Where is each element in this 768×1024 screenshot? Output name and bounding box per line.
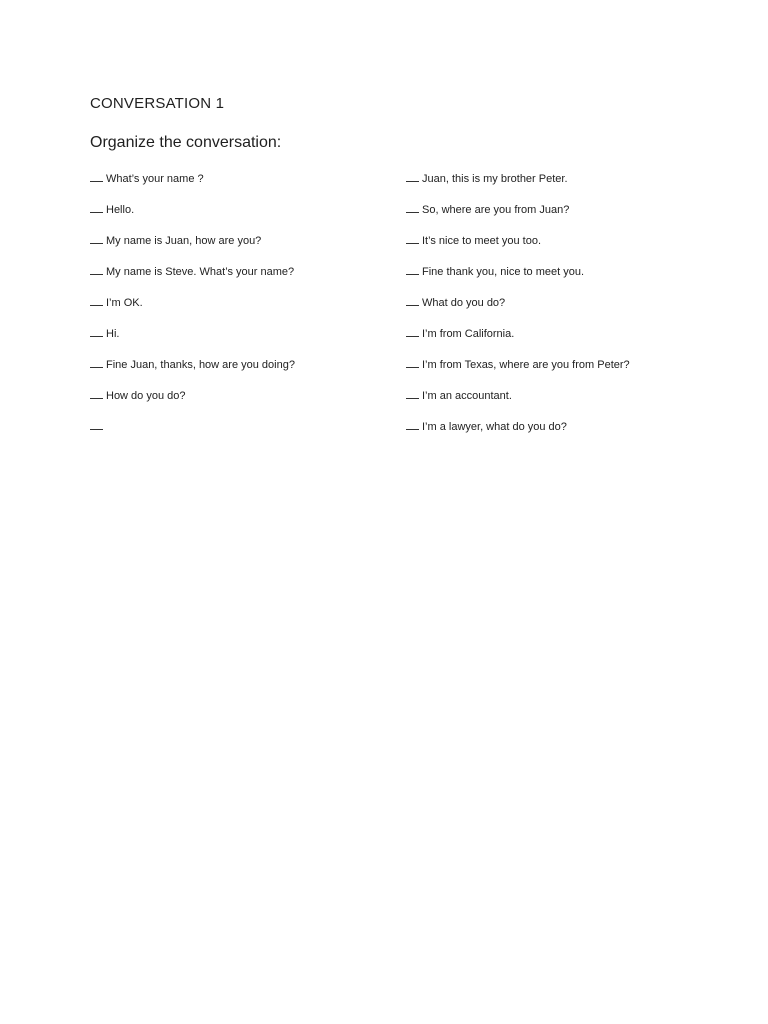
- sentence-text: What do you do?: [422, 297, 506, 309]
- right-sentence-list: [406, 171, 736, 450]
- sentence-text: Fine thank you, nice to meet you.: [422, 266, 585, 278]
- list-item: [406, 171, 736, 202]
- sentence-text: Hi.: [106, 328, 120, 340]
- sentence-text: Hello.: [106, 204, 135, 216]
- list-item: [90, 326, 390, 357]
- list-item: [90, 388, 390, 419]
- sentence-text: It’s nice to meet you too.: [422, 235, 542, 247]
- list-item: [90, 264, 390, 295]
- left-sentence-list: [90, 171, 390, 450]
- list-item: [406, 295, 736, 326]
- sentence-text: How do you do?: [106, 390, 186, 402]
- answer-blank: [90, 202, 103, 213]
- answer-blank: [406, 419, 419, 430]
- list-item: [406, 419, 736, 450]
- sentence-text: Juan, this is my brother Peter.: [422, 173, 568, 185]
- answer-blank: [90, 233, 103, 244]
- answer-blank: [90, 264, 103, 275]
- list-item: [90, 357, 390, 388]
- answer-blank: [90, 419, 103, 430]
- sentence-text: I’m OK.: [106, 297, 143, 309]
- answer-blank: [90, 357, 103, 368]
- page-title: CONVERSATION 1: [90, 95, 225, 112]
- list-item: [406, 388, 736, 419]
- answer-blank: [90, 326, 103, 337]
- list-item: [90, 295, 390, 326]
- answer-blank: [90, 171, 103, 182]
- list-item: [90, 202, 390, 233]
- answer-blank: [90, 388, 103, 399]
- list-item: [406, 202, 736, 233]
- answer-blank: [406, 295, 419, 306]
- sentence-text: My name is Steve. What’s your name?: [106, 266, 295, 278]
- list-item: [406, 326, 736, 357]
- list-item: [406, 264, 736, 295]
- sentence-text: What’s your name ?: [106, 173, 204, 185]
- sentence-text: My name is Juan, how are you?: [106, 235, 262, 247]
- sentence-text: I’m a lawyer, what do you do?: [422, 421, 567, 433]
- answer-blank: [90, 295, 103, 306]
- sentence-text: So, where are you from Juan?: [422, 204, 570, 216]
- list-item: [406, 233, 736, 264]
- list-item: [90, 419, 390, 450]
- answer-blank: [406, 326, 419, 337]
- list-item: [90, 171, 390, 202]
- answer-blank: [406, 202, 419, 213]
- instruction-heading: Organize the conversation:: [90, 134, 282, 151]
- answer-blank: [406, 357, 419, 368]
- answer-blank: [406, 388, 419, 399]
- list-item: [90, 233, 390, 264]
- list-item: [406, 357, 736, 388]
- answer-blank: [406, 171, 419, 182]
- sentence-text: Fine Juan, thanks, how are you doing?: [106, 359, 295, 371]
- sentence-text: I’m from Texas, where are you from Peter?: [422, 359, 630, 371]
- answer-blank: [406, 233, 419, 244]
- sentence-text: I’m from California.: [422, 328, 515, 340]
- sentence-text: I’m an accountant.: [422, 390, 512, 402]
- answer-blank: [406, 264, 419, 275]
